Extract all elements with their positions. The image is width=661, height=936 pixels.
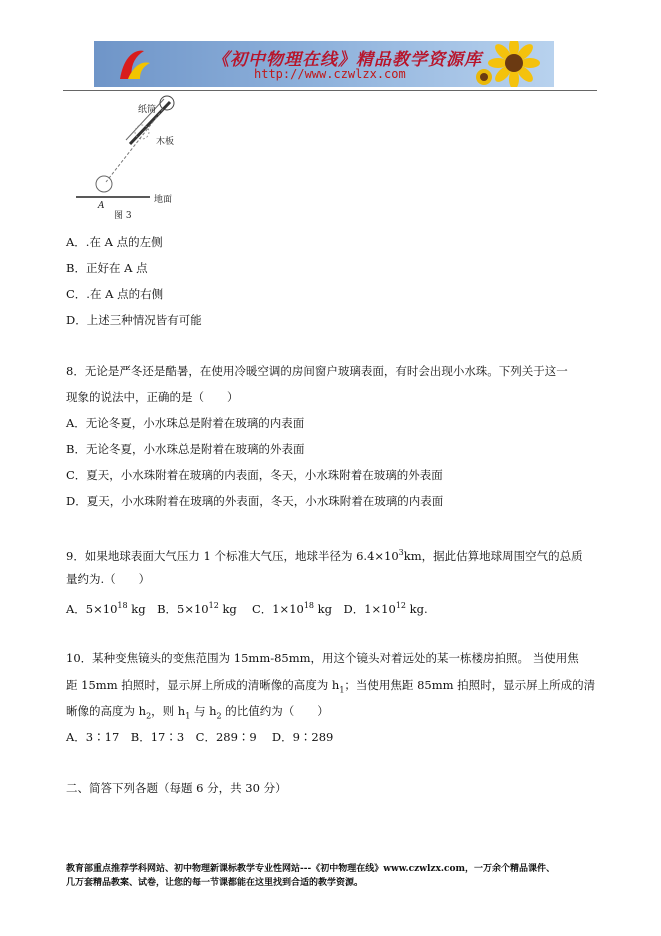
header-banner — [94, 41, 554, 87]
q9-opt-c-exp: 18 — [303, 601, 315, 610]
q7-option-d: D．上述三种情况皆有可能 — [66, 313, 202, 327]
q10-stem-3-sub2: 1 — [185, 711, 191, 721]
header-title: 《初中物理在线》精品教学资源库 — [212, 50, 482, 70]
q9-opt-b-unit: kg C．1×10 — [218, 601, 304, 616]
q10-stem-3-sub1: 2 — [146, 711, 152, 721]
q8-stem-line2: 现象的说法中，正确的是（ ） — [66, 390, 239, 404]
header-rule — [63, 90, 597, 91]
q9-opt-b-exp: 12 — [208, 601, 219, 610]
q9-stem-line1 — [66, 545, 583, 564]
q10-stem-3d: 的比值约为（ ） — [221, 704, 329, 718]
q9-opt-d-unit: kg. — [406, 601, 428, 616]
figure-label-point: A — [98, 201, 105, 211]
q10-stem-line3 — [66, 703, 329, 724]
q9-stem-1a: 9．如果地球表面大气压力 1 个标准大气压，地球半径为 6.4×10 — [66, 548, 399, 563]
page-footer — [66, 862, 606, 890]
q9-opt-a-unit: kg B．5×10 — [127, 601, 209, 616]
q9-opt-c-unit: kg D．1×10 — [314, 601, 396, 616]
q9-options — [66, 598, 428, 617]
q9-opt-a-exp: 18 — [117, 601, 128, 610]
figure-caption: 图 3 — [114, 211, 132, 221]
figure-3 — [70, 94, 200, 222]
q9-opt-d-exp: 12 — [395, 601, 406, 610]
q8-option-c: C．夏天，小水珠附着在玻璃的内表面，冬天，小水珠附着在玻璃的外表面 — [66, 468, 443, 482]
section-2-title: 二、简答下列各题（每题 6 分，共 30 分） — [66, 781, 287, 795]
q10-stem-2a: 距 15mm 拍照时，显示屏上所成的清晰像的高度为 h — [66, 678, 340, 692]
q7-option-c: C．.在 A 点的右侧 — [66, 287, 164, 301]
header-url[interactable]: http://www.czwlzx.com — [254, 67, 406, 81]
sunflower-icon — [472, 41, 552, 87]
q9-stem-1b: km，据此估算地球周围空气的总质 — [403, 548, 583, 563]
q10-stem-2-sub: 1 — [339, 685, 345, 695]
q10-options: A．3∶17 B．17∶3 C．289∶9 D．9∶289 — [66, 730, 334, 744]
q8-option-b: B．无论冬夏，小水珠总是附着在玻璃的外表面 — [66, 442, 305, 456]
figure-label-board: 木板 — [156, 137, 175, 147]
q9-stem-line2: 量约为.（ ） — [66, 572, 151, 586]
q9-opt-a: A．5×10 — [66, 601, 118, 616]
q10-stem-3-sub3: 2 — [216, 711, 222, 721]
figure-label-ground: 地面 — [154, 195, 173, 205]
q10-stem-line1: 10．某种变焦镜头的变焦范围为 15mm-85mm，用这个镜头对着远处的某一栋楼房拍照。 当使用焦 — [66, 651, 579, 665]
figure-label-tube: 纸筒 — [138, 105, 157, 115]
footer-line1: 教育部重点推荐学科网站、初中物理新课标教学专业性网站---《初中物理在线》www.czwlzx.com，一万余个精品课件、 — [66, 864, 556, 874]
q10-stem-line2 — [66, 677, 595, 698]
q10-stem-3a: 晰像的高度为 h — [66, 704, 147, 718]
q10-stem-2b: ；当使用焦距 85mm 拍照时，显示屏上所成的清 — [344, 678, 596, 692]
footer-line2: 几万套精品教案、试卷，让您的每一节课都能在这里找到合适的教学资源。 — [66, 878, 364, 888]
q8-option-d: D．夏天，小水珠附着在玻璃的外表面，冬天，小水珠附着在玻璃的内表面 — [66, 494, 444, 508]
q8-option-a: A．无论冬夏，小水珠总是附着在玻璃的内表面 — [66, 416, 305, 430]
q8-stem-line1: 8．无论是严冬还是酷暑，在使用冷暖空调的房间窗户玻璃表面，有时会出现小水珠。下列关于这一 — [66, 364, 568, 378]
q10-stem-3c: 与 h — [190, 704, 217, 718]
q7-option-b: B．正好在 A 点 — [66, 261, 148, 275]
q7-option-a: A．.在 A 点的左侧 — [66, 235, 163, 249]
q10-stem-3b: ，则 h — [151, 704, 186, 718]
q9-stem-exp: 3 — [398, 548, 404, 557]
logo-icon — [114, 45, 154, 83]
